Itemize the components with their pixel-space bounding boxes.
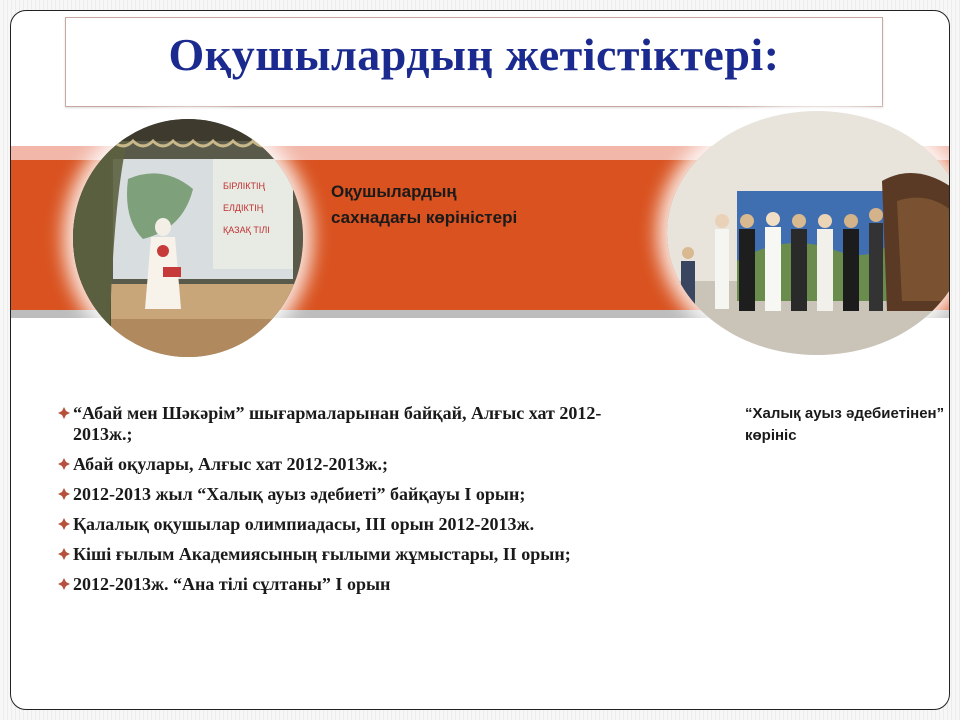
right-photo-caption: “Халық ауыз әдебиетінен” көрініс [745,405,945,444]
title-box [65,17,883,107]
list-item [57,514,647,535]
stage-photo-right [667,111,950,355]
achievement-text: Кіші ғылым Академиясының ғылыми жұмыстары, ІІ орын; [73,544,571,564]
diamond-bullet-icon [57,406,71,420]
list-item [57,484,647,505]
stage-photo-left [73,119,303,357]
photo-caption: Оқушылардың сахнадағы көріністері [331,182,518,227]
list-item [57,544,647,565]
diamond-bullet-icon [57,487,71,501]
diamond-bullet-icon [57,577,71,591]
achievement-text: 2012-2013 жыл “Халық ауыз әдебиеті” байқауы І орын; [73,484,526,504]
svg-text:ЕЛДІКТІҢ: ЕЛДІКТІҢ [223,203,264,213]
achievement-text: “Абай мен Шәкәрім” шығармаларынан байқай, Алғыс хат 2012-2013ж.; [73,403,602,444]
diamond-bullet-icon [57,547,71,561]
diamond-bullet-icon [57,457,71,471]
list-item [57,454,647,475]
svg-text:ҚАЗАҚ ТІЛІ: ҚАЗАҚ ТІЛІ [223,225,270,235]
achievement-text: 2012-2013ж. “Ана тілі сұлтаны” І орын [73,574,391,594]
achievement-text: Абай оқулары, Алғыс хат 2012-2013ж.; [73,454,389,474]
achievements-list [57,403,647,604]
list-item [57,403,647,445]
slide-title: Оқушылардың жетістіктері: [168,29,780,80]
slide [10,10,950,710]
diamond-bullet-icon [57,517,71,531]
svg-text:БІРЛІКТІҢ: БІРЛІКТІҢ [223,181,266,191]
achievement-text: Қалалық оқушылар олимпиадасы, ІІІ орын 2012-2013ж. [73,514,535,534]
list-item [57,574,647,595]
